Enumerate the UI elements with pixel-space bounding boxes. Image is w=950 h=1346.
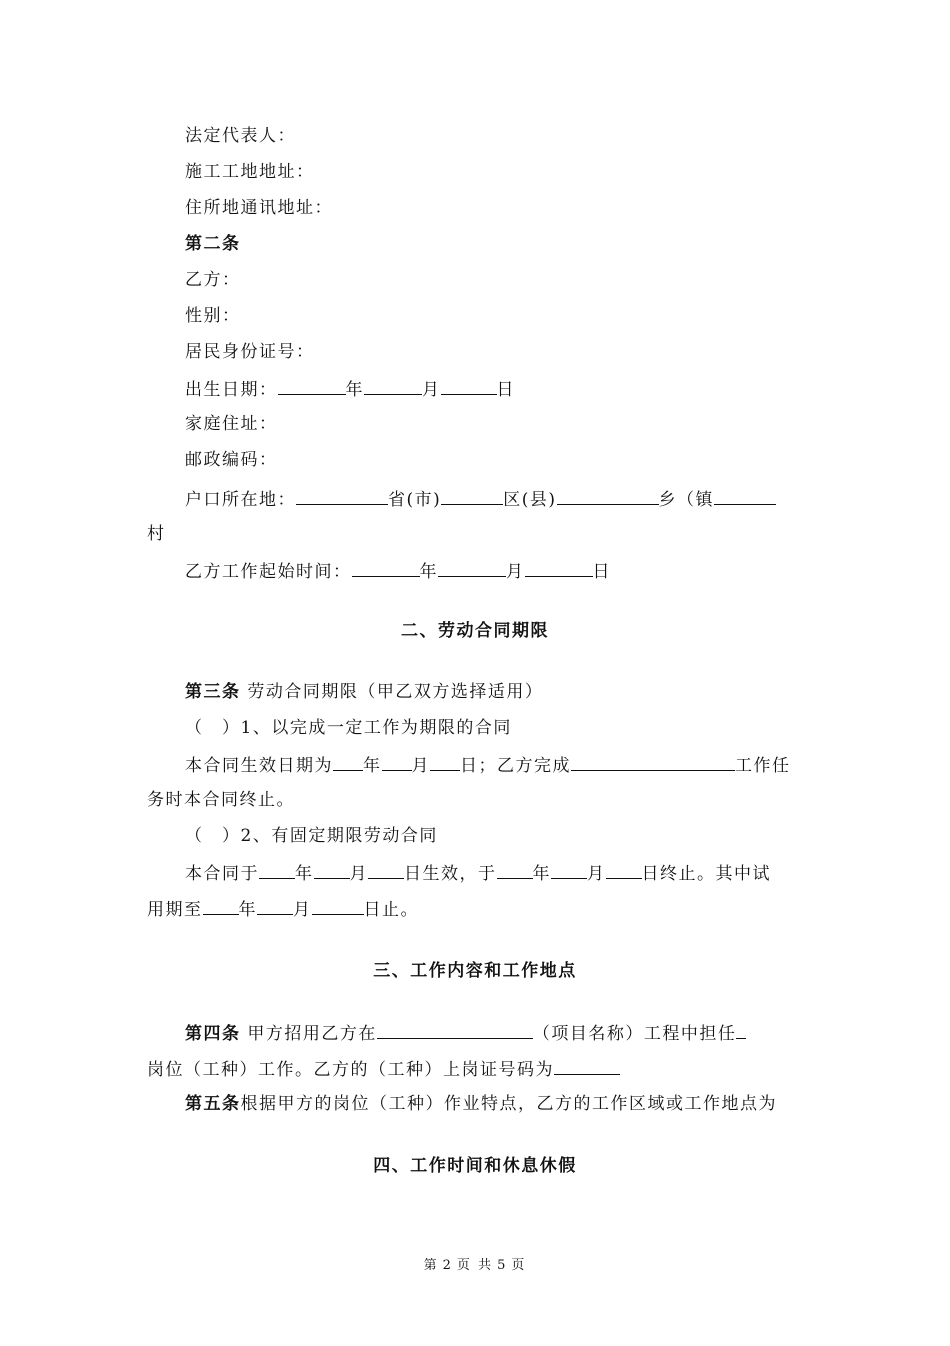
party-b-label: 乙方： <box>185 270 241 290</box>
work-start-line <box>185 558 611 584</box>
work-start-label: 乙方工作起始时间： <box>185 562 352 582</box>
day-text: 日 <box>460 756 479 776</box>
mailing-address-label: 住所地通讯地址： <box>185 198 333 218</box>
month-text: 月 <box>349 864 368 884</box>
option2-line: （ ）2、有固定期限劳动合同 <box>185 826 438 846</box>
task-blank[interactable] <box>571 752 735 771</box>
article4-text-b: （项目名称）工程中担任 <box>532 1024 737 1044</box>
probation-line <box>147 896 419 922</box>
probation-day-blank[interactable] <box>312 896 364 915</box>
legal-rep-label: 法定代表人： <box>185 126 296 146</box>
effective-year-blank[interactable] <box>333 752 363 771</box>
probation-year-blank[interactable] <box>203 896 239 915</box>
position-blank[interactable] <box>736 1020 746 1039</box>
footer-mid: 页 共 <box>456 1258 494 1273</box>
district-text: 区(县) <box>503 490 557 510</box>
start-month-blank[interactable] <box>438 558 506 577</box>
month-text: 月 <box>506 562 525 582</box>
probation-end-text: 止。 <box>382 900 419 920</box>
article4-heading: 第四条 <box>185 1024 241 1044</box>
start-day-blank[interactable] <box>525 558 593 577</box>
hukou-label: 户口所在地： <box>185 490 296 510</box>
effective-text: 生效，于 <box>422 864 497 884</box>
article2-heading: 第二条 <box>185 234 241 254</box>
section3-title: 三、工作内容和工作地点 <box>373 961 577 981</box>
section4-title: 四、工作时间和休息休假 <box>373 1156 577 1176</box>
id-number-label: 居民身份证号： <box>185 342 315 362</box>
year-text: 年 <box>532 864 551 884</box>
certificate-number-blank[interactable] <box>554 1056 620 1075</box>
effective-day-blank[interactable] <box>430 752 460 771</box>
birth-month-blank[interactable] <box>364 376 422 395</box>
birth-date-label: 出生日期： <box>185 380 278 400</box>
end-month-blank[interactable] <box>551 860 587 879</box>
village-text: 村 <box>147 524 166 544</box>
site-address-label: 施工工地地址： <box>185 162 315 182</box>
year-text: 年 <box>238 900 257 920</box>
article4-line-2 <box>147 1056 620 1082</box>
completion-text: ；乙方完成 <box>478 756 571 776</box>
month-text: 月 <box>587 864 606 884</box>
article4-text-c: 岗位（工种）工作。乙方的（工种）上岗证号码为 <box>147 1060 554 1080</box>
province-blank[interactable] <box>296 486 388 505</box>
start-day-blank[interactable] <box>368 860 404 879</box>
district-blank[interactable] <box>441 486 503 505</box>
article5-text: 根据甲方的岗位（工种）作业特点，乙方的工作区域或工作地点为 <box>240 1094 777 1114</box>
article4-text-a: 甲方招用乙方在 <box>247 1024 377 1044</box>
start-month-blank[interactable] <box>314 860 350 879</box>
end-year-blank[interactable] <box>497 860 533 879</box>
birth-date-line <box>185 376 515 402</box>
option1-end-text: 务时本合同终止。 <box>147 790 295 810</box>
page-total: 5 <box>497 1258 508 1273</box>
month-text: 月 <box>411 756 430 776</box>
fixed-term-label: 本合同于 <box>185 864 259 884</box>
day-text: 日 <box>496 380 515 400</box>
hukou-line <box>185 486 776 512</box>
end-day-blank[interactable] <box>606 860 642 879</box>
month-text: 月 <box>422 380 441 400</box>
month-text: 月 <box>293 900 312 920</box>
effective-month-blank[interactable] <box>382 752 412 771</box>
year-text: 年 <box>363 756 382 776</box>
page-number: 2 <box>442 1258 453 1273</box>
effective-date-label: 本合同生效日期为 <box>185 756 333 776</box>
option2-detail-line <box>185 860 771 886</box>
day-text: 日 <box>592 562 611 582</box>
start-year-blank[interactable] <box>259 860 295 879</box>
task-suffix-text: 工作任 <box>735 756 791 776</box>
postal-code-label: 邮政编码： <box>185 450 278 470</box>
footer-suffix: 页 <box>511 1258 527 1273</box>
article3-text: 劳动合同期限（甲乙双方选择适用） <box>247 682 544 702</box>
article3-heading: 第三条 <box>185 682 241 702</box>
day-text: 日 <box>641 864 660 884</box>
option1-detail-line <box>185 752 791 778</box>
article5-heading: 第五条 <box>185 1094 241 1114</box>
township-text: 乡（镇 <box>658 490 715 510</box>
probation-month-blank[interactable] <box>257 896 293 915</box>
year-text: 年 <box>295 864 314 884</box>
province-text: 省(市) <box>388 490 442 510</box>
year-text: 年 <box>345 380 364 400</box>
probation-label: 用期至 <box>147 900 203 920</box>
section2-title: 二、劳动合同期限 <box>401 621 549 641</box>
home-address-label: 家庭住址： <box>185 414 278 434</box>
day-text: 日 <box>404 864 423 884</box>
day-text: 日 <box>363 900 382 920</box>
article4-line <box>185 1020 746 1046</box>
project-name-blank[interactable] <box>377 1020 533 1039</box>
birth-day-blank[interactable] <box>441 376 497 395</box>
termination-text: 终止。其中试 <box>660 864 771 884</box>
township-blank[interactable] <box>557 486 659 505</box>
start-year-blank[interactable] <box>352 558 420 577</box>
article5-line <box>185 1092 777 1116</box>
footer-prefix: 第 <box>423 1258 439 1273</box>
gender-label: 性别： <box>185 306 241 326</box>
option1-line: （ ）1、以完成一定工作为期限的合同 <box>185 718 512 738</box>
article3-line <box>185 680 543 704</box>
year-text: 年 <box>419 562 438 582</box>
village-blank[interactable] <box>714 486 776 505</box>
page-footer <box>0 1254 950 1273</box>
birth-year-blank[interactable] <box>278 376 346 395</box>
